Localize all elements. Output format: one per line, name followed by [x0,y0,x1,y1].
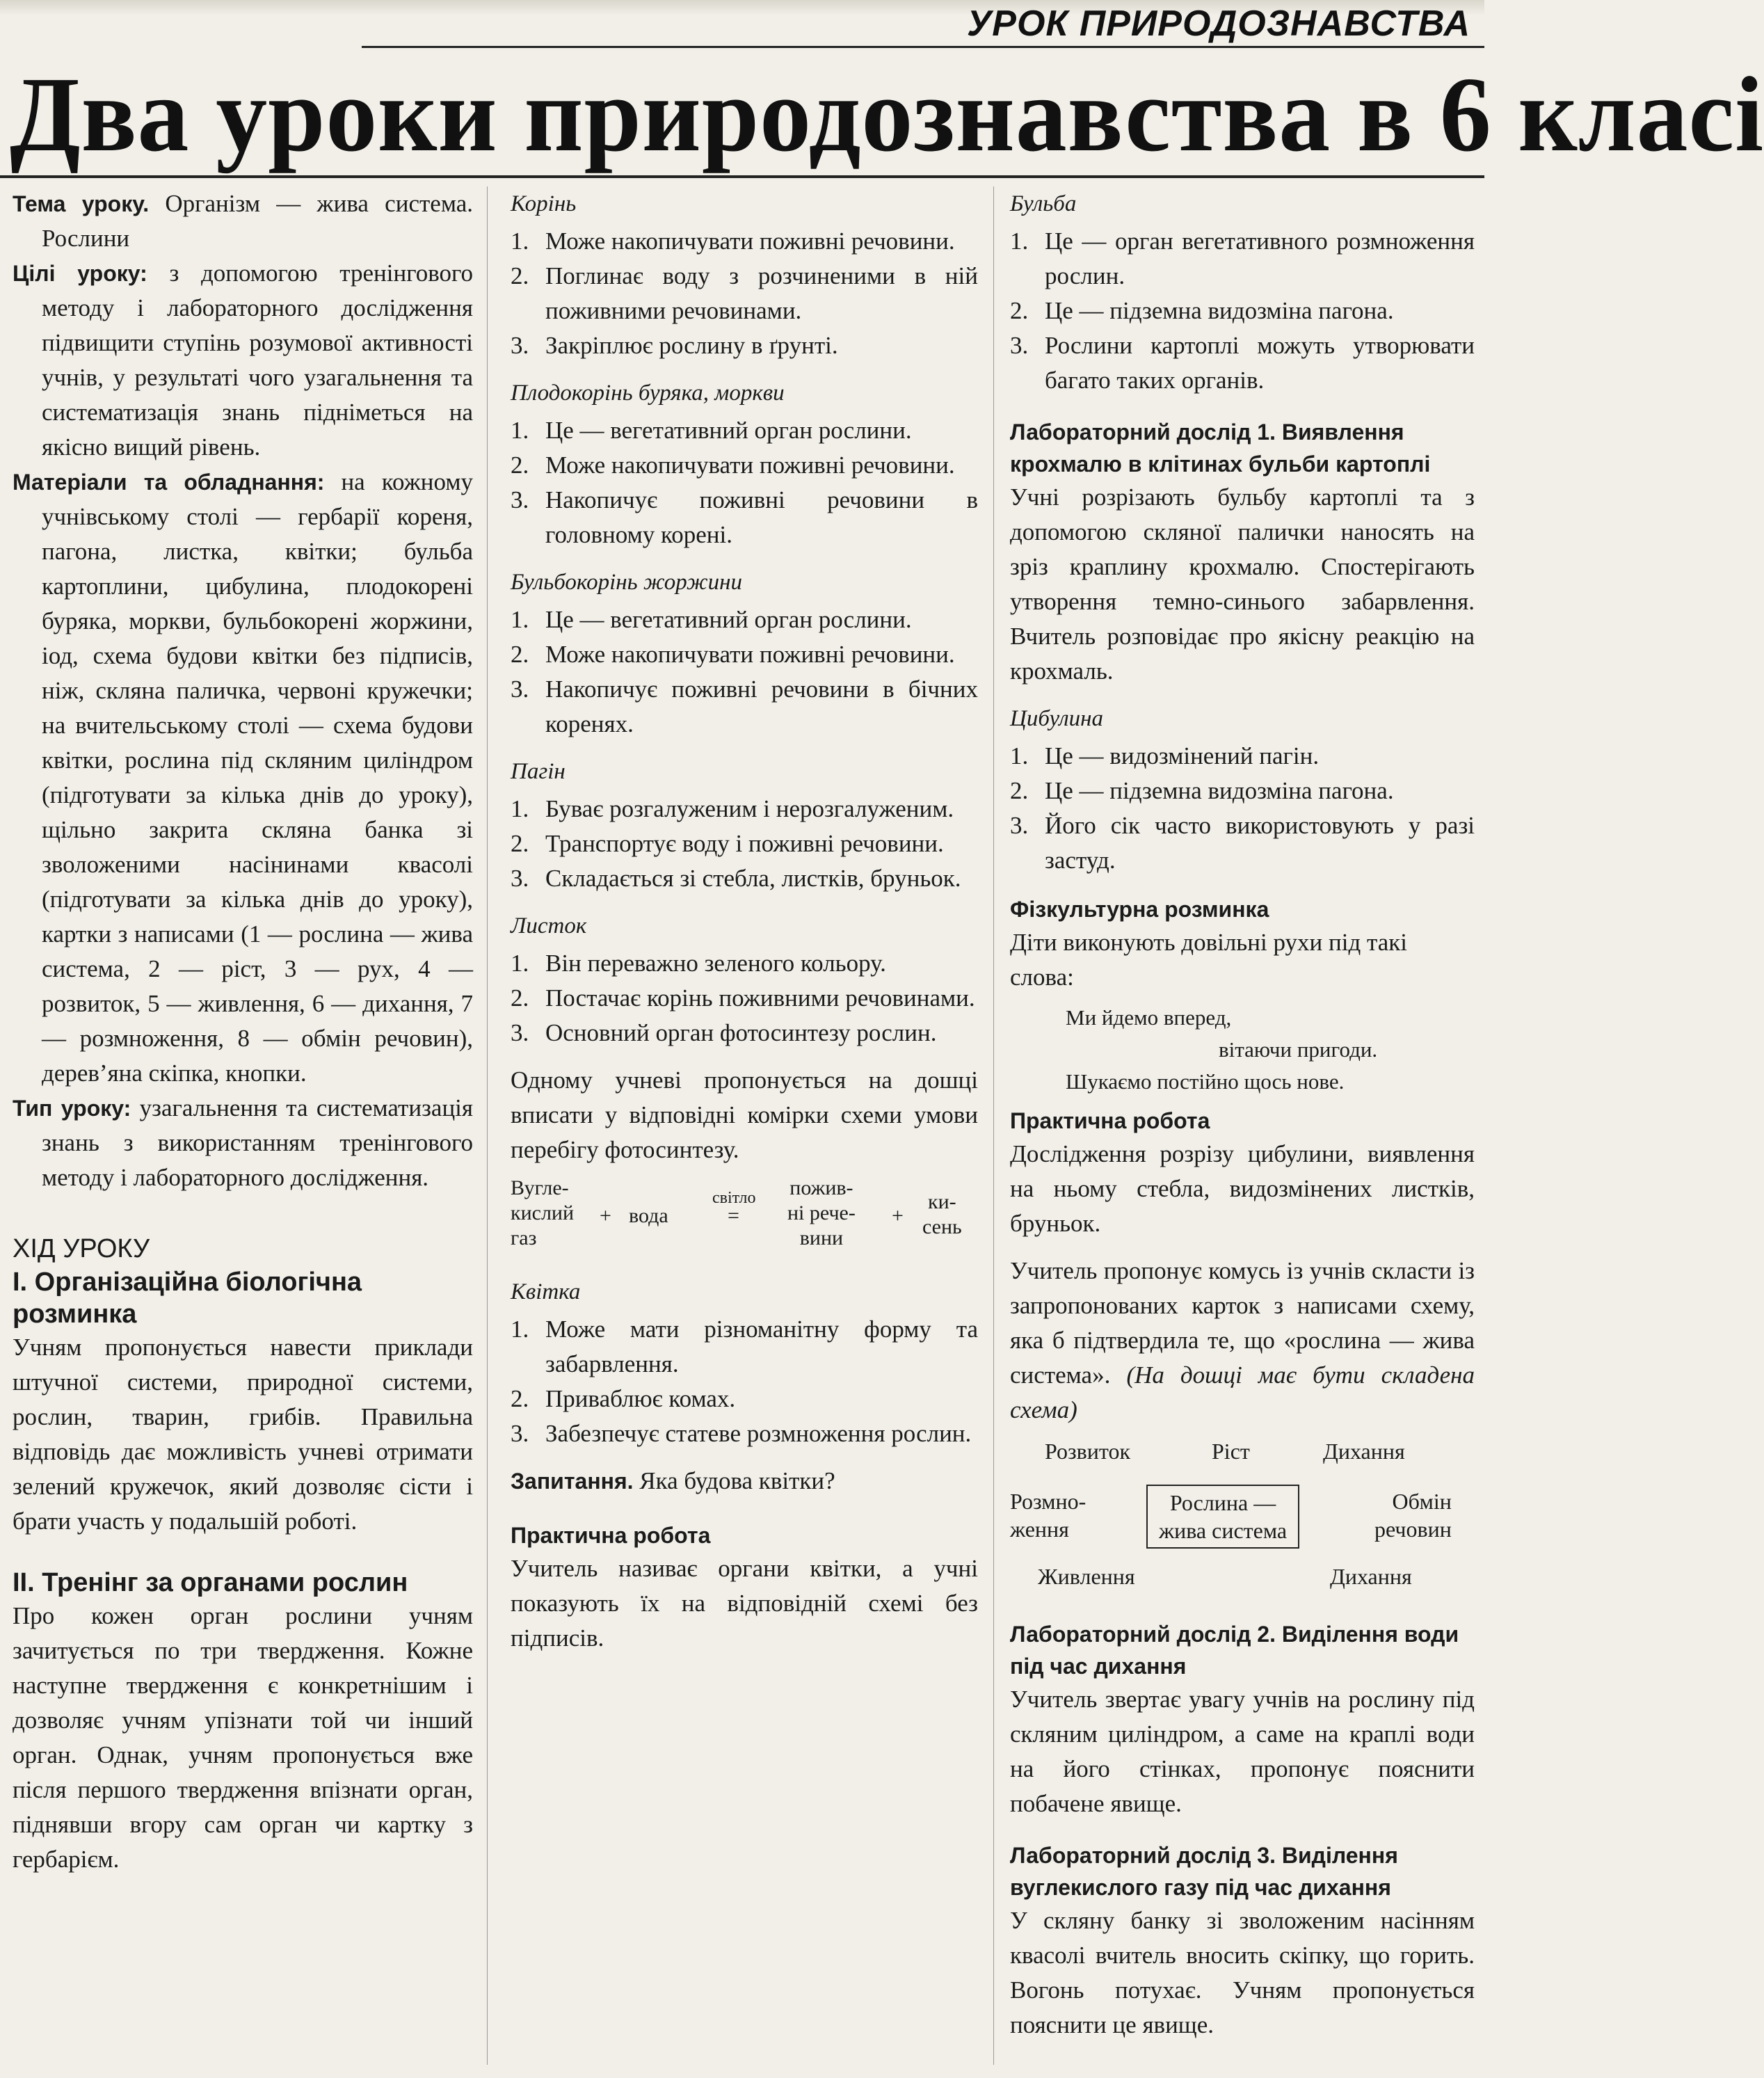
organ-statement-list [511,413,978,552]
practical-work-text-1: Учитель називає органи квітки, а учні показують їх на відповідній схемі без підписів. [511,1555,978,1652]
header-rule [362,46,1484,48]
scheme-center-box: Рослина — жива система [1146,1485,1299,1549]
meta-text: на кожному учнівському столі — гербарії кореня, пагона, листка, квітки; бульба картоплини, цибулина, плодокорені буряка, моркви, бульбокорені жоржини, іод, схема будови квітки без підписів, ніж, скляна паличка, червоні кружечки; на вчительському столі — схема будови квітки, рослина під скляним циліндром (підготувати за кілька днів до уроку), щільно закрита скляна банка зі зволоженими насінинами квасолі (підготувати за кілька днів до уроку), картки з написами (1 — рослина — жива система, 2 — ріст, 3 — рух, 4 — розвиток, 5 — живлення, 6 — дихання, 7 — розмноження, 8 — обмін речовин), дерев’яна скіпка, кнопки. [42,468,473,1087]
list-item: 2. Це — підземна видозміна пагона. [1010,294,1475,328]
lab-2-text: Учитель звертає увагу учнів на рослину під скляним циліндром, а саме на краплі води на його стінках, пропонує пояснити побачене явище. [1010,1686,1475,1817]
question-text: Яка будова квітки? [633,1467,835,1494]
meta-label: Матеріали та обладнання: [13,470,325,495]
list-item: 3. Забезпечує статеве розмноження рослин. [511,1416,978,1451]
list-item: 1. Це — орган вегетативного розмноження рослин. [1010,224,1475,294]
poem [1010,1002,1475,1098]
formula-equals: = [728,1204,739,1227]
lab-3-title: Лабораторний дослід 3. Виділення вуглекислого газу під час дихання [1010,1843,1398,1900]
practical-work-title-2: Практична робота [1010,1108,1210,1133]
organ-statements [511,186,978,1050]
lab-1-title: Лабораторний дослід 1. Виявлення крохмалю в клітинах бульби картоплі [1010,419,1431,477]
meta-item [13,186,473,256]
poem-line-3: Шукаємо постійно щось нове. [1066,1069,1345,1094]
title-rule [0,175,1484,178]
list-item: 2. Транспортує воду і поживні речовини. [511,826,978,861]
organ-title: Бульбокорінь жоржини [511,570,742,595]
meta-label: Тип уроку: [13,1096,131,1121]
list-item: 2. Може накопичувати поживні речовини. [511,637,978,672]
list-item: 1. Це — вегетативний орган рослини. [511,413,978,448]
lab-2-title: Лабораторний дослід 2. Виділення води під час дихання [1010,1622,1459,1679]
meta-label: Тема уроку. [13,191,150,216]
section-1-title: I. Організаційна біологічна розминка [13,1268,362,1329]
list-item: 3. Закріплює рослину в ґрунті. [511,328,978,363]
poem-line-1: Ми йдемо вперед, [1066,1005,1232,1030]
list-item: 2. Може накопичувати поживні речовини. [511,448,978,483]
column-divider-1 [487,186,488,2065]
scheme-growth: Ріст [1212,1439,1250,1464]
list-item: 3. Накопичує поживні речовини в бічних коренях. [511,672,978,742]
lab-1-text: Учні розрізають бульбу картоплі та з допомогою скляної палички наносять на зріз краплину крохмалю. Спостерігають утворення темно-синього забарвлення. Вчитель розповідає про якісну реакцію на крохмаль. [1010,483,1475,685]
question-label: Запитання. [511,1469,634,1494]
section-1-text: Учням пропонується навести приклади штучної системи, природної системи, рослин, тварин, грибів. Правильна відповідь дає можливість учневі отримати зелений кружечок, який дозволяє сісти і брати участь у подальшій роботі. [13,1334,473,1535]
organ-title: Листок [511,913,587,938]
scheme-development: Розвиток [1045,1439,1130,1464]
list-item: 2. Постачає корінь поживними речовинами. [511,981,978,1016]
photosynthesis-formula [511,1176,978,1266]
board-instruction: Одному учневі пропонується на дошці вписати у відповідні комірки схеми умови перебігу фотосинтезу. [511,1066,978,1163]
list-item: 1. Може накопичувати поживні речовини. [511,224,978,259]
scheme-respiration-1: Дихання [1323,1439,1405,1464]
meta-item [13,465,473,1091]
list-item: 1. Це — видозмінений пагін. [1010,739,1475,774]
formula-co2: Вугле- кислий газ [511,1176,575,1249]
meta-item [13,256,473,465]
list-item: 3. Накопичує поживні речовини в головному корені. [511,483,978,552]
tuber-statements [1010,224,1475,398]
list-item: 2. Це — підземна видозміна пагона. [1010,774,1475,808]
scheme-nutrition: Живлення [1038,1564,1135,1589]
practical-work-text-2b-italic: (На дошці має бути складена схема) [1010,1361,1475,1423]
living-system-scheme [1010,1437,1475,1618]
scheme-metabolism: Обмін речовин [1374,1489,1452,1542]
list-item: 3. Рослини картоплі можуть утворювати багато таких органів. [1010,328,1475,398]
lab-3-text: У скляну банку зі зволоженим насінням квасолі вчитель вносить скіпку, що горить. Вогонь потухає. Учням пропонується пояснити це явище. [1010,1907,1475,2038]
list-item: 1. Він переважно зеленого кольору. [511,946,978,981]
section-2-text: Про кожен орган рослини учням зачитується по три твердження. Кожне наступне твердження є конкретнішим і дозволяє учням упізнати той чи інший орган. Однак, учням пропонується вже після першого твердження впізнати орган, піднявши вгору сам орган чи картку з гербарієм. [13,1602,473,1873]
bulb-title: Цибулина [1010,706,1104,731]
list-item: 3. Складається зі стебла, листків, бруньок. [511,861,978,896]
meta-label: Цілі уроку: [13,261,147,286]
lesson-meta [13,186,473,1195]
lesson-progress-heading: ХІД УРОКУ [13,1234,150,1263]
meta-item [13,1091,473,1195]
formula-light: світло [712,1189,756,1207]
formula-plus-1: + [600,1204,611,1227]
warmup-title: Фізкультурна розминка [1010,897,1269,922]
flower-statements [511,1312,978,1451]
poem-line-2: вітаючи пригоди. [1219,1037,1378,1062]
section-2-title: II. Тренінг за органами рослин [13,1568,408,1597]
list-item: 1. Буває розгалуженим і нерозгалуженим. [511,792,978,826]
practical-work-text-2b [1010,1254,1475,1428]
organ-statement-list [511,224,978,363]
warmup-text: Діти виконують довільні рухи під такі слова: [1010,929,1407,991]
organ-title: Плодокорінь буряка, моркви [511,381,785,406]
bulb-statements [1010,739,1475,878]
article-title: Два уроки природознавства в 6 класі [10,56,1764,174]
list-item: 2. Приваблює комах. [511,1382,978,1416]
section-rubric: УРОК ПРИРОДОЗНАВСТВА [967,3,1470,44]
flower-title: Квітка [511,1279,581,1304]
practical-work-text-2b-main: Учитель пропонує комусь із учнів скласти із запропонованих карток з написами схему, яка б підтвердила те, що «рослина — жива система». [1010,1257,1475,1389]
meta-text: узагальнення та систематизація знань з використанням тренінгового методу і лабораторного дослідження. [42,1094,473,1191]
organ-title: Корінь [511,191,577,216]
practical-work-text-2a: Дослідження розрізу цибулини, виявлення на ньому стебла, видозмінених листків, бруньок. [1010,1140,1475,1237]
formula-nutrients: пожив- ні рече- вини [787,1176,856,1249]
question [511,1464,978,1498]
scheme-respiration-2: Дихання [1330,1564,1412,1589]
column-1 [13,186,473,1877]
list-item: 2. Поглинає воду з розчиненими в ній поживними речовинами. [511,259,978,328]
practical-work-title-1: Практична робота [511,1523,711,1548]
organ-statement-list [511,946,978,1050]
organ-statement-list [511,792,978,896]
formula-water: вода [629,1204,668,1227]
list-item: 3. Основний орган фотосинтезу рослин. [511,1016,978,1050]
meta-text: з допомогою тренінгового методу і лабораторного дослідження підвищити ступінь розумової активності учнів, у результаті чого узагальнення та систематизація знань підніметься на якісно вищий рівень. [42,259,473,461]
scheme-reproduction: Розмно- ження [1010,1489,1087,1542]
column-divider-2 [993,186,994,2065]
formula-oxygen: ки- сень [922,1190,962,1238]
list-item: 1. Це — вегетативний орган рослини. [511,602,978,637]
organ-title: Пагін [511,759,566,784]
tuber-title: Бульба [1010,191,1077,216]
list-item: 1. Може мати різноманітну форму та забарвлення. [511,1312,978,1382]
list-item: 3. Його сік часто використовують у разі застуд. [1010,808,1475,878]
column-2 [511,186,978,1656]
column-3 [1010,186,1475,2043]
meta-text: Організм — жива система. Рослини [42,190,474,252]
formula-plus-2: + [892,1204,904,1227]
organ-statement-list [511,602,978,742]
